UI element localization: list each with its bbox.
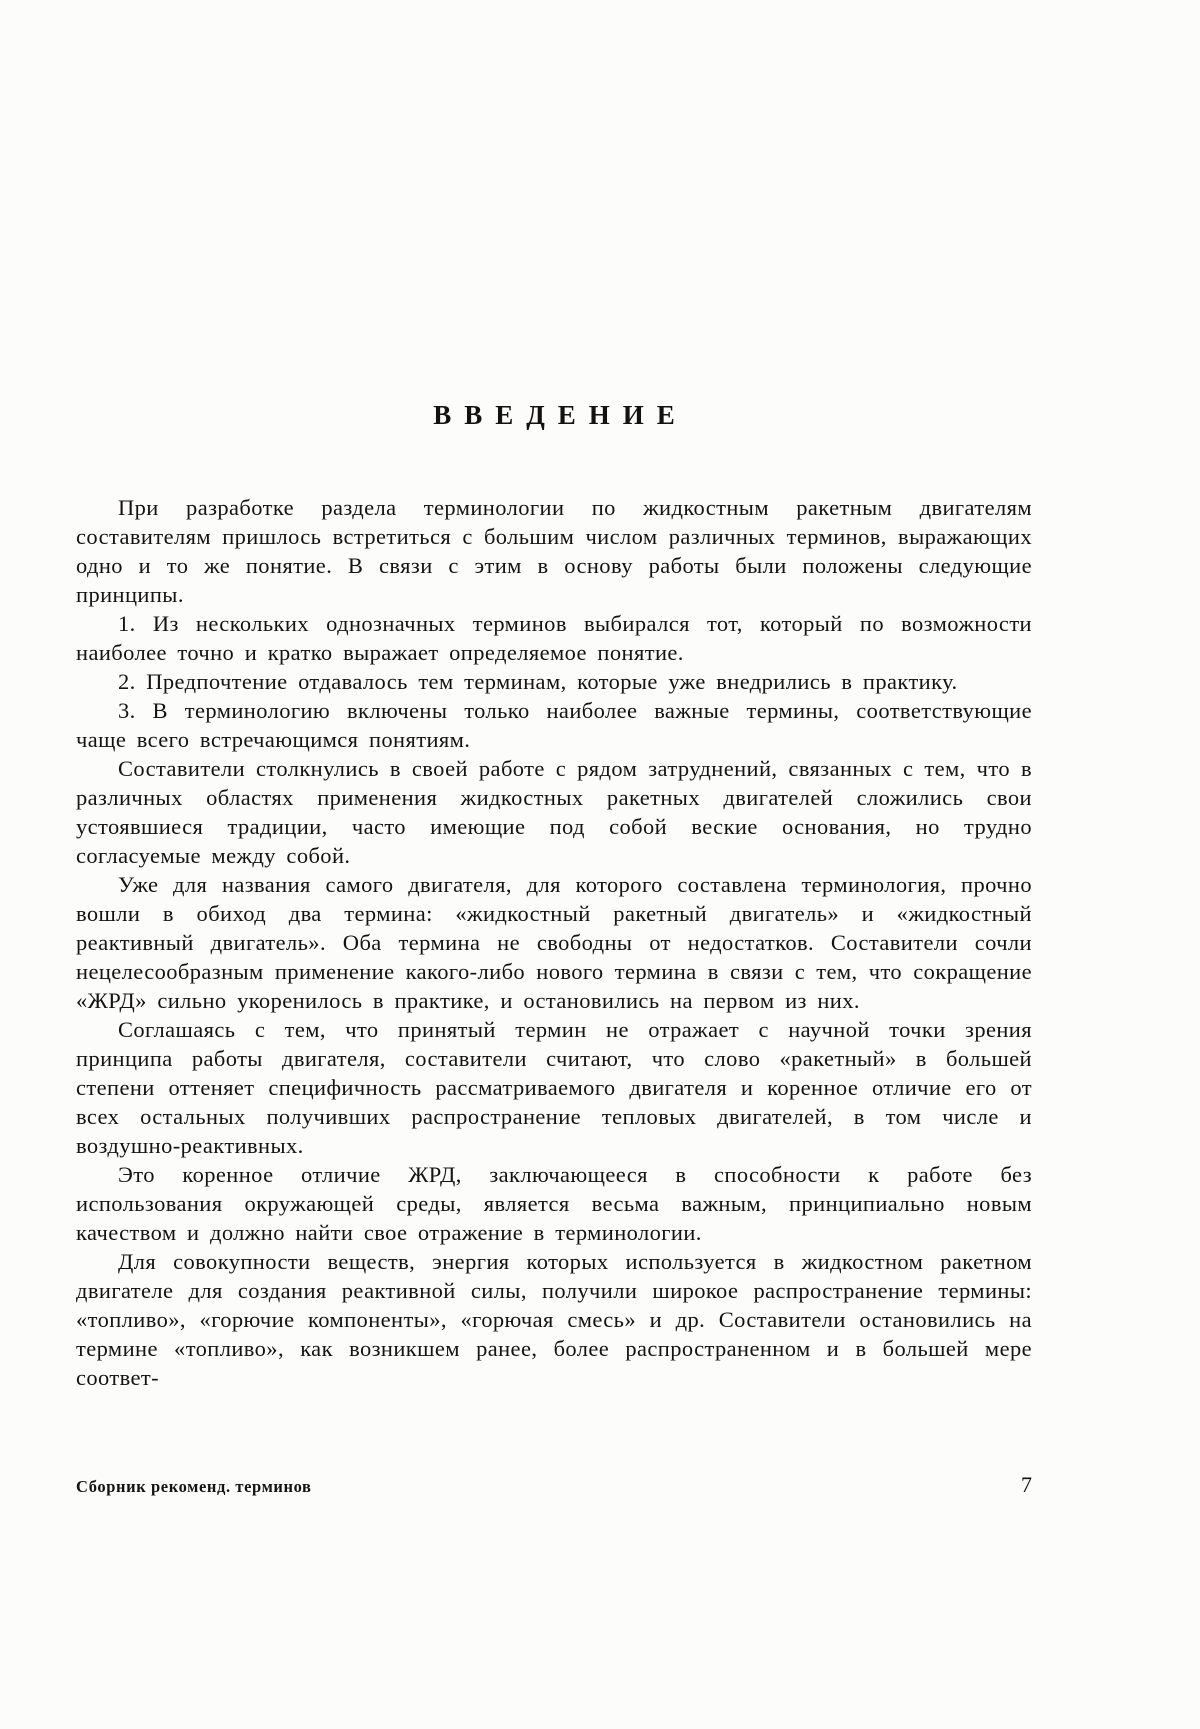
page-footer xyxy=(76,1472,1032,1498)
paragraph-numbered-1: 1. Из нескольких однозначных терминов выбирался тот, который по возможности наиболее точно и кратко выражает определяемое понятие. xyxy=(76,611,1032,665)
paragraph: Уже для названия самого двигателя, для которого составлена терминология, прочно вошли в обиход два термина: «жидкостный ракетный двигатель» и «жидкостный реактивный двигатель». Оба термина не свободны от недостатков. Составители сочли нецелесообразным применение какого-либо нового термина в связи с тем, что сокращение «ЖРД» сильно укоренилось в практике, и остановились на первом из них. xyxy=(76,872,1032,1013)
page-number: 7 xyxy=(1021,1472,1032,1497)
paragraph: Соглашаясь с тем, что принятый термин не отражает с научной точки зрения принципа работы двигателя, составители считают, что слово «ракетный» в большей степени оттеняет специфичность рассматриваемого двигателя и коренное отличие его от всех остальных получивших распространение тепловых двигателей, в том числе и воздушно-реактивных. xyxy=(76,1017,1032,1158)
paragraph: Для совокупности веществ, энергия которых используется в жидкостном ракетном двигателе для создания реактивной силы, получили широкое распространение термины: «топливо», «горючие компоненты», «горючая смесь» и др. Составители остановились на термине «топливо», как возникшем ранее, более распространенном и в большей мере соответ- xyxy=(76,1249,1032,1390)
paragraph: При разработке раздела терминологии по жидкостным ракетным двигателям составителям пришлось встретиться с большим числом различных терминов, выражающих одно и то же понятие. В связи с этим в основу работы были положены следующие принципы. xyxy=(76,495,1032,607)
paragraph: Составители столкнулись в своей работе с рядом затруднений, связанных с тем, что в различных областях применения жидкостных ракетных двигателей сложились свои устоявшиеся традиции, часто имеющие под собой веские основания, но трудно согласуемые между собой. xyxy=(76,756,1032,868)
footer-imprint: Сборник рекоменд. терминов xyxy=(76,1477,312,1496)
paragraph: Это коренное отличие ЖРД, заключающееся в способности к работе без использования окружающей среды, является весьма важным, принципиально новым качеством и должно найти свое отражение в терминологии. xyxy=(76,1162,1032,1245)
body-text xyxy=(76,493,1032,1392)
paragraph-numbered-3: 3. В терминологию включены только наиболее важные термины, соответствующие чаще всего встречающимся понятиям. xyxy=(76,698,1032,752)
paragraph-numbered-2: 2. Предпочтение отдавалось тем терминам, которые уже внедрились в практику. xyxy=(118,669,958,694)
page-title: ВВЕДЕНИЕ xyxy=(433,400,688,430)
page-content xyxy=(76,400,1032,1392)
